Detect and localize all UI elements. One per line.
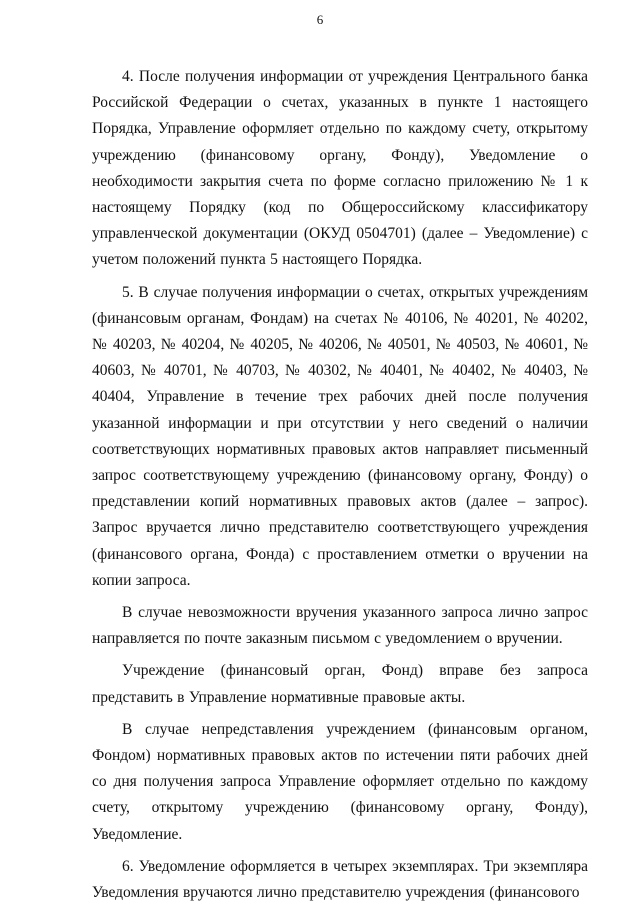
paragraph-item-4: 4. После получения информации от учреждения Центрального банка Российской Федерации о счетах, указанных в пункте 1 настоящего Порядка, Управление оформляет отдельно по каждому счету, открытому учреждению (финансовому органу, Фонду), Уведомление о необходимости закрытия счета по форме согласно приложению № 1 к настоящему Порядку (код по Общероссийскому классификатору управленческой документации (ОКУД 0504701) (далее – Уведомление) с учетом положений пункта 5 настоящего Порядка. [92,68,588,269]
paragraph-delivery-by-mail: В случае невозможности вручения указанного запроса лично запрос направляется по почте заказным письмом с уведомлением о вручении. [92,604,588,648]
document-body [92,64,588,912]
paragraph-non-submission: В случае непредставления учреждением (финансовым органом, Фондом) нормативных правовых актов по истечении пяти рабочих дней со дня получения запроса Управление оформляет отдельно по каждому счету, открытому учреждению (финансовому органу, Фонду), Уведомление. [92,720,588,843]
paragraph-voluntary-submission: Учреждение (финансовый орган, Фонд) вправе без запроса представить в Управление нормативные правовые акты. [92,662,588,706]
page-number: 6 [316,12,324,27]
paragraph-item-5: 5. В случае получения информации о счетах, открытых учреждениям (финансовым органам, Фондам) на счетах № 40106, № 40201, № 40202, № 40203, № 40204, № 40205, № 40206, № 40501, № 40503, № 40601, № 40603, № 40701, № 40703, № 40302, № 40401, № 40402, № 40403, № 40404, Управление в течение трех рабочих дней после получения указанной информации и при отсутствии у него сведений о наличии соответствующих нормативных правовых актов направляет письменный запрос соответствующему учреждению (финансовому органу, Фонду) о представлении копий нормативных правовых актов (далее – запрос). Запрос вручается лично представителю соответствующего учреждения (финансового органа, Фонда) с проставлением отметки о вручении на копии запроса. [92,283,588,589]
paragraph-item-6: 6. Уведомление оформляется в четырех экземплярах. Три экземпляра Уведомления вручаются лично представителю учреждения (финансового [92,857,588,902]
